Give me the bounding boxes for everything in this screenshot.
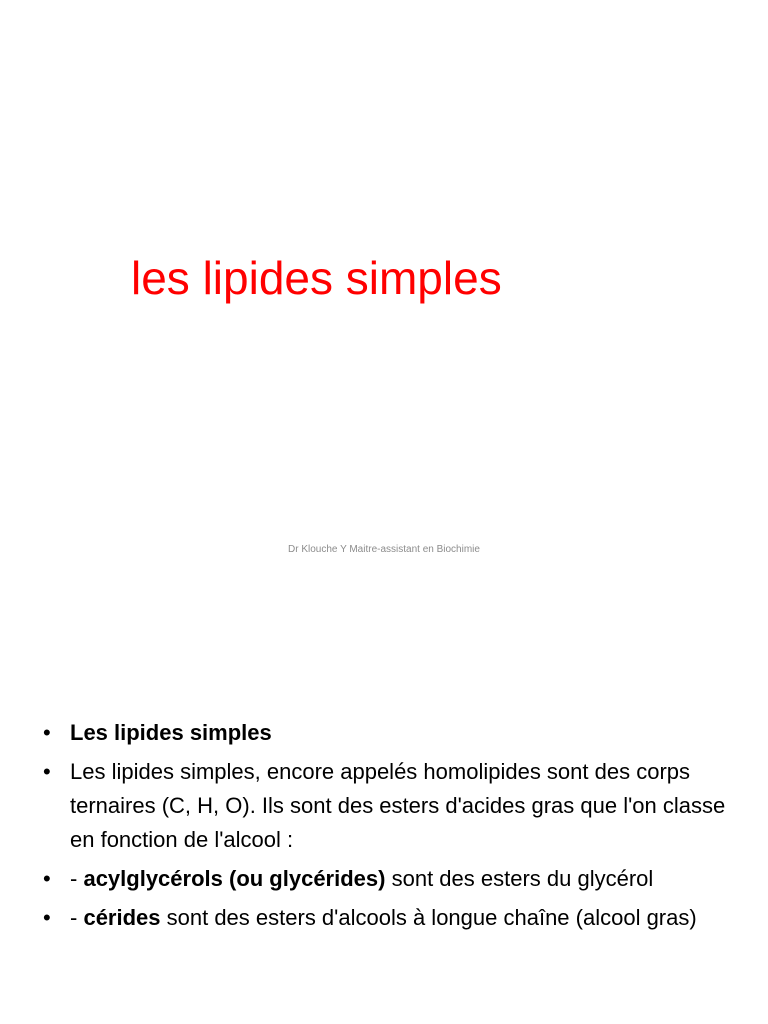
bullet-term-cerides: cérides [83,905,161,930]
bullet-list [0,716,768,940]
bullet-heading-text: Les lipides simples [70,720,272,745]
bullet-icon: • [43,759,51,784]
bullet-prefix: - [70,905,84,930]
bullet-prefix: - [70,866,84,891]
bullet-description: sont des esters d'alcools à longue chaîne (alcool gras) [160,905,697,930]
bullet-description: sont des esters du glycérol [385,866,654,891]
bullet-item-acylglycerols [0,862,768,896]
bullet-item-definition [0,755,768,857]
slide-title: les lipides simples [131,252,502,304]
bullet-item-cerides [0,901,768,935]
bullet-term-acylglycerols: acylglycérols (ou glycérides) [83,866,386,891]
slide-footer-author: Dr Klouche Y Maitre-assistant en Biochimie [288,544,480,555]
bullet-icon: • [43,866,51,891]
bullet-icon: • [43,905,51,930]
bullet-item-heading [0,716,768,750]
bullet-definition-text: Les lipides simples, encore appelés homolipides sont des corps ternaires (C, H, O). Ils sont des esters d'acides gras que l'on classe en fonction de l'alcool : [70,759,726,852]
bullet-icon: • [43,720,51,745]
